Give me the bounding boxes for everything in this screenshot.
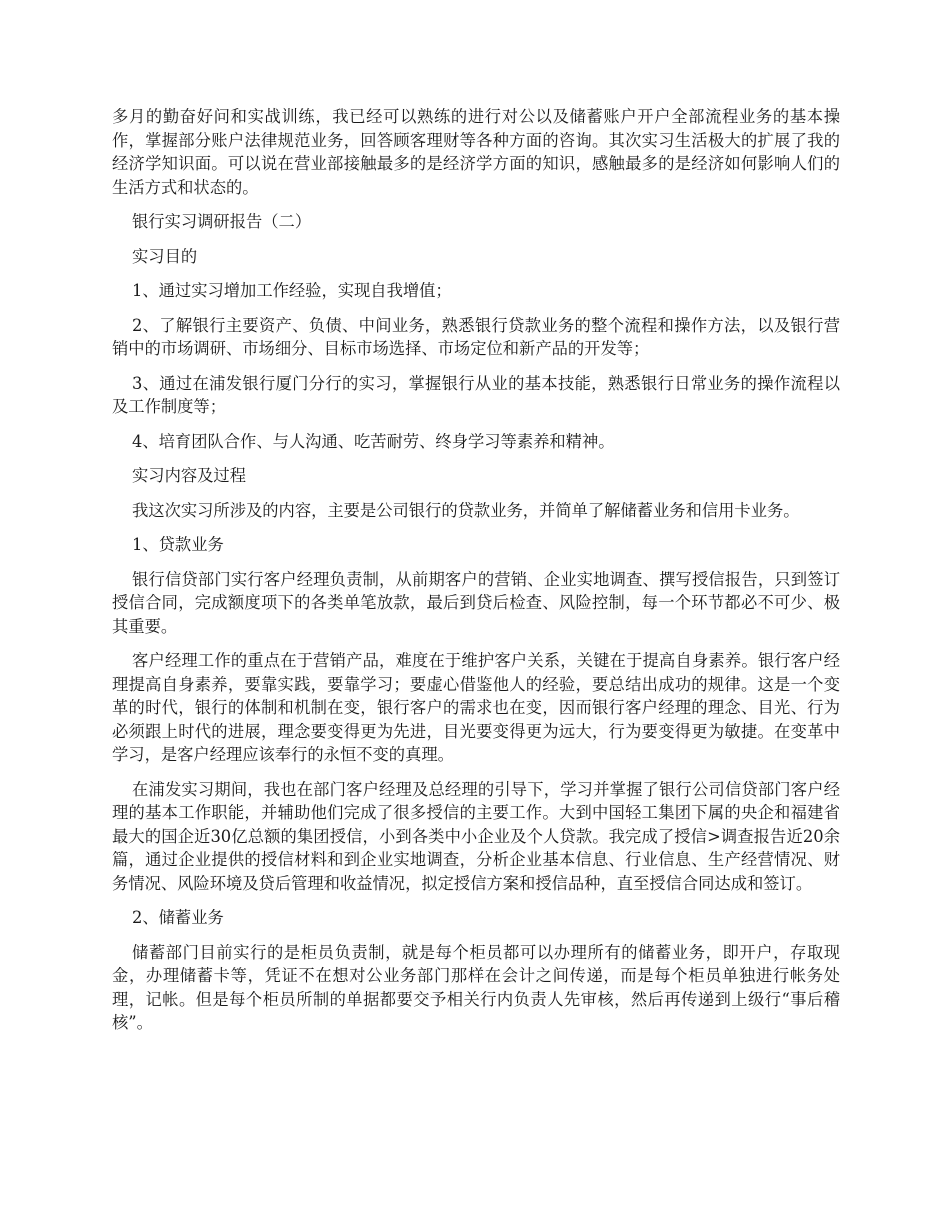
heading-loan-business: 1、贷款业务 — [132, 535, 224, 554]
section-title-report-2: 银行实习调研报告（二） — [132, 212, 312, 231]
heading-internship-purpose: 实习目的 — [132, 246, 198, 266]
purpose-item-4: 4、培育团队合作、与人沟通、吃苦耐劳、终身学习等素养和精神。 — [132, 431, 615, 451]
document-page — [112, 105, 840, 1046]
purpose-item-2: 2、了解银行主要资产、负债、中间业务，熟悉银行贷款业务的整个流程和操作方法，以及银行营销中的市场调研、市场细分、目标市场选择、市场定位和新产品的开发等； — [112, 315, 840, 358]
purpose-item-1: 1、通过实习增加工作经验，实现自我增值； — [132, 281, 452, 300]
paragraph-continuation: 多月的勤奋好问和实战训练，我已经可以熟练的进行对公以及储蓄账户开户全部流程业务的基本操作，掌握部分账户法律规范业务，回答顾客理财等各种方面的咨询。其次实习生活极大的扩展了我的经济学知识面。可以说在营业部接触最多的是经济学方面的知识，感触最多的是经济如何影响人们的生活方式和状态的。 — [112, 107, 840, 197]
paragraph-loan-2: 客户经理工作的重点在于营销产品，难度在于维护客户关系，关键在于提高自身素养。银行客户经理提高自身素养，要靠实践，要靠学习；要虚心借鉴他人的经验，要总结出成功的规律。这是一个变革的时代，银行的体制和机制在变，银行客户的需求也在变，因而银行客户经理的理念、目光、行为必须跟上时代的进展，理念要变得更为先进，目光要变得更为远大，行为要变得更为敏捷。在变革中学习，是客户经理应该奉行的永恒不变的真理。 — [112, 651, 840, 764]
paragraph-loan-1: 银行信贷部门实行客户经理负责制，从前期客户的营销、企业实地调查、撰写授信报告，只到签订授信合同，完成额度项下的各类单笔放款，最后到贷后检查、风险控制，每一个环节都必不可少、极其重要。 — [112, 569, 840, 636]
paragraph-content-intro: 我这次实习所涉及的内容，主要是公司银行的贷款业务，并简单了解储蓄业务和信用卡业务。 — [132, 500, 800, 520]
heading-content-process: 实习内容及过程 — [132, 466, 246, 485]
purpose-item-3: 3、通过在浦发银行厦门分行的实习，掌握银行从业的基本技能，熟悉银行日常业务的操作流程以及工作制度等； — [112, 373, 840, 416]
paragraph-savings-1: 储蓄部门目前实行的是柜员负责制，就是每个柜员都可以办理所有的储蓄业务，即开户，存取现金，办理储蓄卡等，凭证不在想对公业务部门那样在会计之间传递，而是每个柜员单独进行帐务处理，记帐。但是每个柜员所制的单据都要交予相关行内负责人先审核，然后再传递到上级行“事后稽核”。 — [112, 942, 840, 1032]
heading-savings-business: 2、储蓄业务 — [132, 908, 224, 927]
paragraph-loan-3: 在浦发实习期间，我也在部门客户经理及总经理的引导下，学习并掌握了银行公司信贷部门客户经理的基本工作职能，并辅助他们完成了很多授信的主要工作。大到中国轻工集团下属的央企和福建省最大的国企近30亿总额的集团授信，小到各类中小企业及个人贷款。我完成了授信>调查报告近20余篇，通过企业提供的授信材料和到企业实地调查，分析企业基本信息、行业信息、生产经营情况、财务情况、风险环境及贷后管理和收益情况，拟定授信方案和授信品种，直至授信合同达成和签订。 — [112, 779, 840, 893]
